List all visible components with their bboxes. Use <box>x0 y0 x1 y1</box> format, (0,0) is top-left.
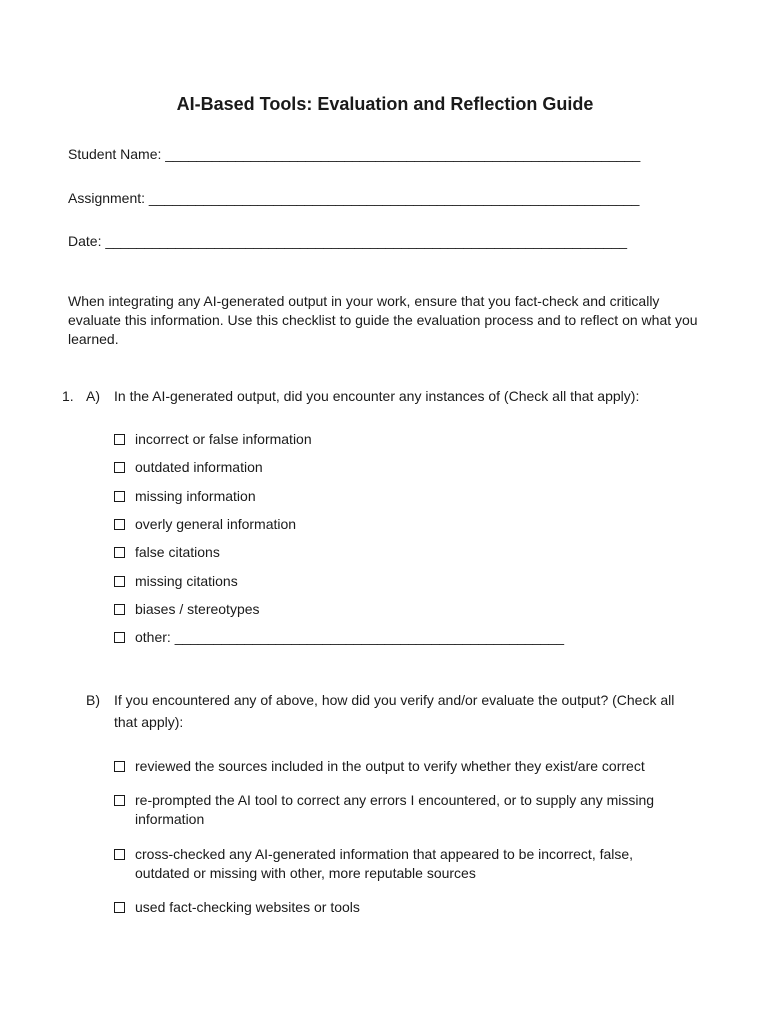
checkbox-icon[interactable] <box>114 491 125 502</box>
checkbox-option[interactable] <box>114 515 296 534</box>
checkbox-icon[interactable] <box>114 902 125 913</box>
page-title: AI-Based Tools: Evaluation and Reflection Guide <box>176 94 594 114</box>
question-b-letter: B) <box>86 692 100 708</box>
option-label: re-prompted the AI tool to correct any errors I encountered, or to supply any missing information <box>135 792 655 827</box>
question-a-letter: A) <box>86 388 100 404</box>
checkbox-option[interactable] <box>114 458 263 477</box>
option-label: incorrect or false information <box>135 431 312 447</box>
question-a-prompt: In the AI-generated output, did you encounter any instances of (Check all that apply): <box>114 388 640 404</box>
checkbox-option[interactable] <box>114 791 694 829</box>
option-label: missing information <box>135 488 256 504</box>
checkbox-option[interactable] <box>114 628 564 647</box>
checkbox-icon[interactable] <box>114 761 125 772</box>
option-label: used fact-checking websites or tools <box>135 899 360 915</box>
checkbox-option[interactable] <box>114 487 256 506</box>
checkbox-icon[interactable] <box>114 604 125 615</box>
checkbox-icon[interactable] <box>114 576 125 587</box>
checkbox-icon[interactable] <box>114 632 125 643</box>
option-label: overly general information <box>135 516 297 532</box>
option-label: false citations <box>135 544 220 560</box>
intro-paragraph: When integrating any AI-generated output in your work, ensure that you fact-check and critically evaluate this information. Use this checklist to guide the evaluation process and to reflect on what you learned. <box>68 293 698 347</box>
date-field[interactable]: Date: ___________________________________________________________________ <box>68 233 628 249</box>
question-b-prompt-cont: that apply): <box>114 714 184 730</box>
checkbox-icon[interactable] <box>114 795 125 806</box>
option-label: missing citations <box>135 573 238 589</box>
question-number: 1. <box>62 388 74 404</box>
checkbox-option[interactable] <box>114 845 674 883</box>
checkbox-option[interactable] <box>114 600 260 619</box>
option-label: other: __________________________________________________ <box>135 629 564 645</box>
student-name-field[interactable]: Student Name: _____________________________________________________________ <box>68 146 641 162</box>
assignment-field[interactable]: Assignment: _______________________________________________________________ <box>68 190 640 206</box>
checkbox-option[interactable] <box>114 543 220 562</box>
option-label: biases / stereotypes <box>135 601 260 617</box>
checkbox-icon[interactable] <box>114 519 125 530</box>
option-label: reviewed the sources included in the output to verify whether they exist/are correct <box>135 758 645 774</box>
checkbox-icon[interactable] <box>114 462 125 473</box>
question-b-prompt: If you encountered any of above, how did you verify and/or evaluate the output? (Check all <box>114 692 675 708</box>
checkbox-icon[interactable] <box>114 547 125 558</box>
checkbox-icon[interactable] <box>114 849 125 860</box>
checkbox-option[interactable] <box>114 430 312 449</box>
checkbox-option[interactable] <box>114 898 360 917</box>
option-label: outdated information <box>135 459 263 475</box>
checkbox-option[interactable] <box>114 757 704 776</box>
checkbox-icon[interactable] <box>114 434 125 445</box>
checkbox-option[interactable] <box>114 572 238 591</box>
option-label: cross-checked any AI-generated information that appeared to be incorrect, false, outdated or missing with other, more reputable sources <box>135 846 634 881</box>
